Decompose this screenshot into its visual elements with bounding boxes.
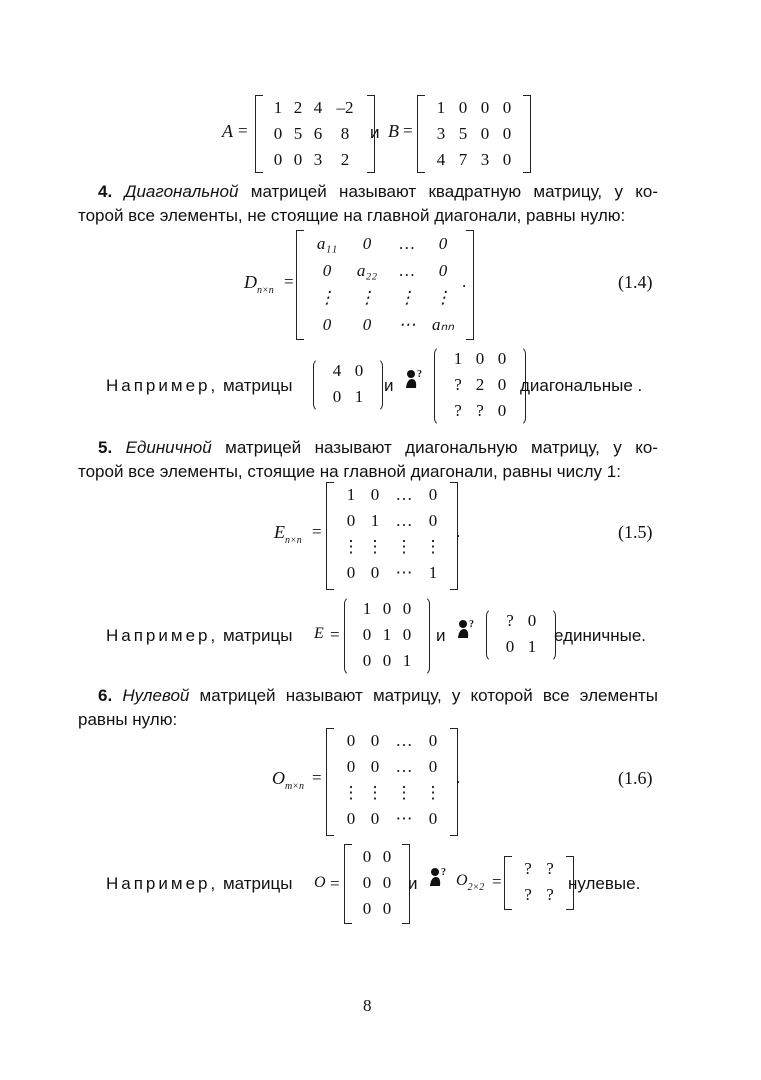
example-lead: Например, матрицы xyxy=(106,626,293,645)
matrix-cell: 0 xyxy=(362,314,372,334)
matrix-cell: 0 xyxy=(428,485,438,504)
identity-example-matrix-1 xyxy=(344,596,430,676)
matrix-cell: 1 xyxy=(428,563,438,582)
example-tail: диагональные . xyxy=(520,376,643,395)
matrix-cell: 0 xyxy=(505,637,515,656)
matrix-cell: 0 xyxy=(362,651,372,670)
matrix-cell: ⋮ xyxy=(398,287,416,307)
matrix-cell: 0 xyxy=(402,599,412,618)
section-5-line-1 xyxy=(78,436,658,460)
matrix-cell: 0 xyxy=(346,809,356,828)
matrix-cell: 0 xyxy=(475,349,485,368)
matrix-cell: 0 xyxy=(480,124,490,143)
equation-number: (1.5) xyxy=(618,522,653,542)
matrix-cell: 1 xyxy=(370,511,380,530)
svg-text:?: ? xyxy=(469,619,474,630)
matrix-cell: 0 xyxy=(428,731,438,750)
identity-matrix-general xyxy=(326,482,461,590)
page-number: 8 xyxy=(363,996,372,1015)
example-tail: нулевые. xyxy=(568,874,641,893)
matrix-cell: 2 xyxy=(475,375,485,394)
matrix-cell: ? xyxy=(454,375,462,394)
equals-sign: = xyxy=(330,874,340,893)
formula-label: $D_{n\times n}$ xyxy=(244,272,274,296)
matrix-cell: 2 xyxy=(293,98,303,117)
example-matrices-a-b xyxy=(222,95,542,173)
formula-dot: . xyxy=(456,522,461,541)
matrix-cell: ? xyxy=(546,885,554,904)
formula-1-6 xyxy=(270,728,660,836)
example-tail: единичные. xyxy=(554,626,647,645)
matrix-cell: 0 xyxy=(370,485,380,504)
matrix-cell: ? xyxy=(546,859,554,878)
matrix-cell: ⋮ xyxy=(318,287,336,307)
section-4-line-1 xyxy=(78,180,658,204)
matrix-cell: 4 xyxy=(436,150,446,169)
example-6 xyxy=(106,844,666,926)
matrix-cell: 0 xyxy=(502,124,512,143)
matrix-cell: 0 xyxy=(480,98,490,117)
matrix-e-label: E xyxy=(314,625,324,642)
matrix-cell: 1 xyxy=(402,651,412,670)
matrix-b xyxy=(417,95,531,173)
matrix-a xyxy=(255,95,375,173)
matrix-a-label: A xyxy=(222,121,233,141)
matrix-cell: ⋮ xyxy=(424,537,442,556)
conjunction: и xyxy=(384,376,394,395)
matrix-cell: ⋮ xyxy=(395,783,413,802)
matrix-cell: ⋮ xyxy=(342,783,360,802)
matrix-cell: … xyxy=(395,757,413,776)
svg-text:?: ? xyxy=(417,369,422,380)
equals-sign: = xyxy=(492,872,502,891)
formula-label: $E_{n\times n}$ xyxy=(274,522,302,546)
identity-example-matrix-2 xyxy=(486,608,556,662)
section-text: матрицей называют диагональную матрицу, у ко- xyxy=(225,438,658,457)
matrix-cell: 0 xyxy=(293,150,303,169)
matrix-cell: 1 xyxy=(453,349,463,368)
equals-sign: = xyxy=(330,625,340,644)
section-4-line-2: торой все элементы, не стоящие на главной диагонали, равны нулю: xyxy=(78,206,626,225)
matrix-cell: 0 xyxy=(362,233,372,253)
matrix-cell: 0 xyxy=(402,625,412,644)
section-number: 5. xyxy=(98,438,113,457)
matrix-cell: 0 xyxy=(362,899,372,918)
matrix-cell: 0 xyxy=(502,98,512,117)
matrix-cell: 0 xyxy=(502,150,512,169)
matrix-cell: 3 xyxy=(436,124,446,143)
matrix-cell: a₂₂ xyxy=(356,260,378,280)
matrix-cell: 0 xyxy=(382,873,392,892)
matrix-cell: 0 xyxy=(458,98,468,117)
zero-matrix-general xyxy=(326,728,461,836)
matrix-cell: ⋯ xyxy=(395,809,413,828)
equals-sign: = xyxy=(403,121,413,140)
svg-text:?: ? xyxy=(441,867,446,878)
matrix-cell: 0 xyxy=(370,809,380,828)
section-6-line-2: равны нулю: xyxy=(78,710,178,729)
matrix-cell: ? xyxy=(524,885,532,904)
matrix-cell: ⋮ xyxy=(342,537,360,556)
matrix-cell: 1 xyxy=(273,98,283,117)
matrix-cell: 5 xyxy=(458,124,468,143)
matrix-cell: ⋯ xyxy=(395,563,413,582)
zero-example-matrix-2 xyxy=(504,856,574,910)
matrix-cell: 0 xyxy=(370,757,380,776)
matrix-cell: 1 xyxy=(436,98,446,117)
matrix-cell: a₁₁ xyxy=(316,233,338,253)
matrix-cell: ⋮ xyxy=(434,287,452,307)
matrix-cell: 0 xyxy=(370,563,380,582)
matrix-cell: 0 xyxy=(438,233,448,253)
matrix-o-label: O xyxy=(314,874,326,891)
matrix-cell: –2 xyxy=(336,98,354,117)
matrix-cell: ? xyxy=(524,859,532,878)
equation-number: (1.6) xyxy=(618,768,653,788)
matrix-cell: 0 xyxy=(382,599,392,618)
equals-sign: = xyxy=(238,121,248,140)
example-lead: Например, матрицы xyxy=(106,874,293,893)
formula-dot: . xyxy=(456,768,461,787)
conjunction: и xyxy=(370,123,380,142)
matrix-cell: 2 xyxy=(340,150,350,169)
matrix-b-label: B xyxy=(388,121,399,141)
matrix-cell: 0 xyxy=(332,387,342,406)
matrix-cell: 0 xyxy=(438,260,448,280)
matrix-cell: 0 xyxy=(428,757,438,776)
matrix-cell: ⋮ xyxy=(366,537,384,556)
example-4 xyxy=(106,346,666,426)
matrix-cell: 0 xyxy=(354,361,364,380)
matrix-cell: 0 xyxy=(382,899,392,918)
section-number: 6. xyxy=(98,686,113,705)
matrix-cell: 1 xyxy=(362,599,372,618)
matrix-cell: ⋮ xyxy=(395,537,413,556)
diagonal-example-matrix-2 xyxy=(434,346,526,426)
matrix-cell: 4 xyxy=(332,361,342,380)
matrix-cell: 5 xyxy=(293,124,303,143)
section-term: Диагональной xyxy=(124,182,239,201)
matrix-cell: ? xyxy=(454,401,462,420)
matrix-cell: 0 xyxy=(362,847,372,866)
matrix-cell: 0 xyxy=(497,401,507,420)
zero-example-matrix-1 xyxy=(344,844,410,924)
matrix-cell: 0 xyxy=(497,349,507,368)
matrix-cell: 1 xyxy=(346,485,356,504)
matrix-cell: 1 xyxy=(527,637,537,656)
matrix-cell: aₙₙ xyxy=(431,314,455,334)
matrix-cell: 0 xyxy=(527,611,537,630)
matrix-cell: 3 xyxy=(480,150,490,169)
section-text: матрицей называют матрицу, у которой все элементы xyxy=(199,686,658,705)
matrix-cell: 0 xyxy=(362,625,372,644)
example-5 xyxy=(106,596,666,678)
section-term: Единичной xyxy=(125,438,212,457)
matrix-cell: 0 xyxy=(346,757,356,776)
thinking-person-icon xyxy=(428,866,450,893)
matrix-cell: 4 xyxy=(313,98,323,117)
matrix-o-label: $O_{2\times 2}$ xyxy=(456,872,485,893)
matrix-cell: 3 xyxy=(313,150,323,169)
equals-sign: = xyxy=(312,768,322,787)
formula-dot: . xyxy=(462,272,467,291)
diagonal-matrix-general xyxy=(296,230,474,340)
matrix-cell: 7 xyxy=(458,150,468,169)
matrix-cell: 0 xyxy=(382,847,392,866)
equation-number: (1.4) xyxy=(618,272,653,292)
matrix-cell: 0 xyxy=(497,375,507,394)
formula-label: $O_{m\times n}$ xyxy=(272,768,304,792)
matrix-cell: … xyxy=(399,233,415,253)
section-6-line-1 xyxy=(78,684,658,708)
matrix-cell: 0 xyxy=(322,314,332,334)
matrix-cell: ? xyxy=(476,401,484,420)
matrix-cell: … xyxy=(395,731,413,750)
equals-sign: = xyxy=(312,522,322,541)
matrix-cell: 0 xyxy=(346,731,356,750)
conjunction: и xyxy=(436,626,446,645)
thinking-person-icon xyxy=(456,618,478,645)
matrix-cell: 0 xyxy=(322,260,332,280)
section-term: Нулевой xyxy=(122,686,190,705)
diagonal-example-matrix-1 xyxy=(313,358,383,412)
matrix-cell: ? xyxy=(506,611,514,630)
example-lead: Например, матрицы xyxy=(106,376,293,395)
matrix-cell: 0 xyxy=(273,124,283,143)
matrix-cell: 0 xyxy=(273,150,283,169)
formula-1-5 xyxy=(270,482,660,590)
matrix-cell: ⋯ xyxy=(398,314,416,334)
section-text: матрицей называют квадратную матрицу, у ко- xyxy=(250,182,658,201)
section-number: 4. xyxy=(98,182,113,201)
thinking-person-icon xyxy=(404,368,426,395)
matrix-cell: 0 xyxy=(362,873,372,892)
matrix-cell: 1 xyxy=(382,625,392,644)
equals-sign: = xyxy=(284,272,294,291)
matrix-cell: ⋮ xyxy=(366,783,384,802)
matrix-cell: 1 xyxy=(354,387,364,406)
matrix-cell: ⋮ xyxy=(424,783,442,802)
matrix-cell: ⋮ xyxy=(358,287,376,307)
matrix-cell: … xyxy=(399,260,415,280)
matrix-cell: 6 xyxy=(313,124,323,143)
matrix-cell: 0 xyxy=(428,511,438,530)
matrix-cell: 0 xyxy=(428,809,438,828)
matrix-cell: … xyxy=(395,485,413,504)
matrix-cell: … xyxy=(395,511,413,530)
formula-1-4 xyxy=(240,230,660,340)
conjunction: и xyxy=(408,874,418,893)
matrix-cell: 8 xyxy=(340,124,350,143)
matrix-cell: 0 xyxy=(346,563,356,582)
section-5-line-2: торой все элементы, стоящие на главной диагонали, равны числу 1: xyxy=(78,462,621,481)
matrix-cell: 0 xyxy=(370,731,380,750)
matrix-cell: 0 xyxy=(382,651,392,670)
matrix-cell: 0 xyxy=(346,511,356,530)
